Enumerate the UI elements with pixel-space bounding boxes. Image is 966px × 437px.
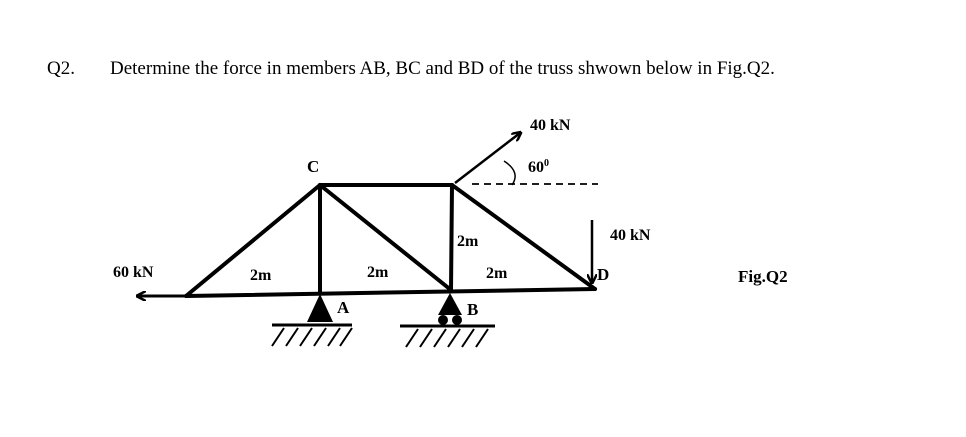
- dimension-middle-span: 2m: [367, 264, 389, 281]
- joint-label-b: B: [467, 300, 479, 319]
- figure-label: Fig.Q2: [738, 267, 788, 286]
- load-inclined: [455, 117, 598, 185]
- dimension-right-span: 2m: [486, 265, 508, 282]
- load-left-horizontal: [113, 264, 186, 296]
- truss-members: [186, 185, 595, 296]
- member-bottom-chord: [186, 289, 595, 296]
- question-text: Determine the force in members AB, BC and BD of the truss shwown below in Fig.Q2.: [110, 58, 775, 79]
- dimension-height: 2m: [457, 233, 479, 250]
- support-b-roller: [400, 293, 495, 347]
- member-vertical-b: [451, 185, 452, 290]
- dimension-left-span: 2m: [250, 267, 272, 284]
- angle-label: $60^0$: [528, 158, 549, 176]
- joint-label-c: C: [307, 157, 320, 176]
- load-right-label: 40 kN: [610, 227, 651, 244]
- angle-arc: [504, 161, 515, 185]
- joint-label-d: D: [597, 265, 610, 284]
- joint-label-a: A: [337, 298, 350, 317]
- question-number: Q2.: [47, 58, 75, 79]
- load-left-label: 60 kN: [113, 264, 154, 281]
- load-inclined-label: 40 kN: [530, 117, 571, 134]
